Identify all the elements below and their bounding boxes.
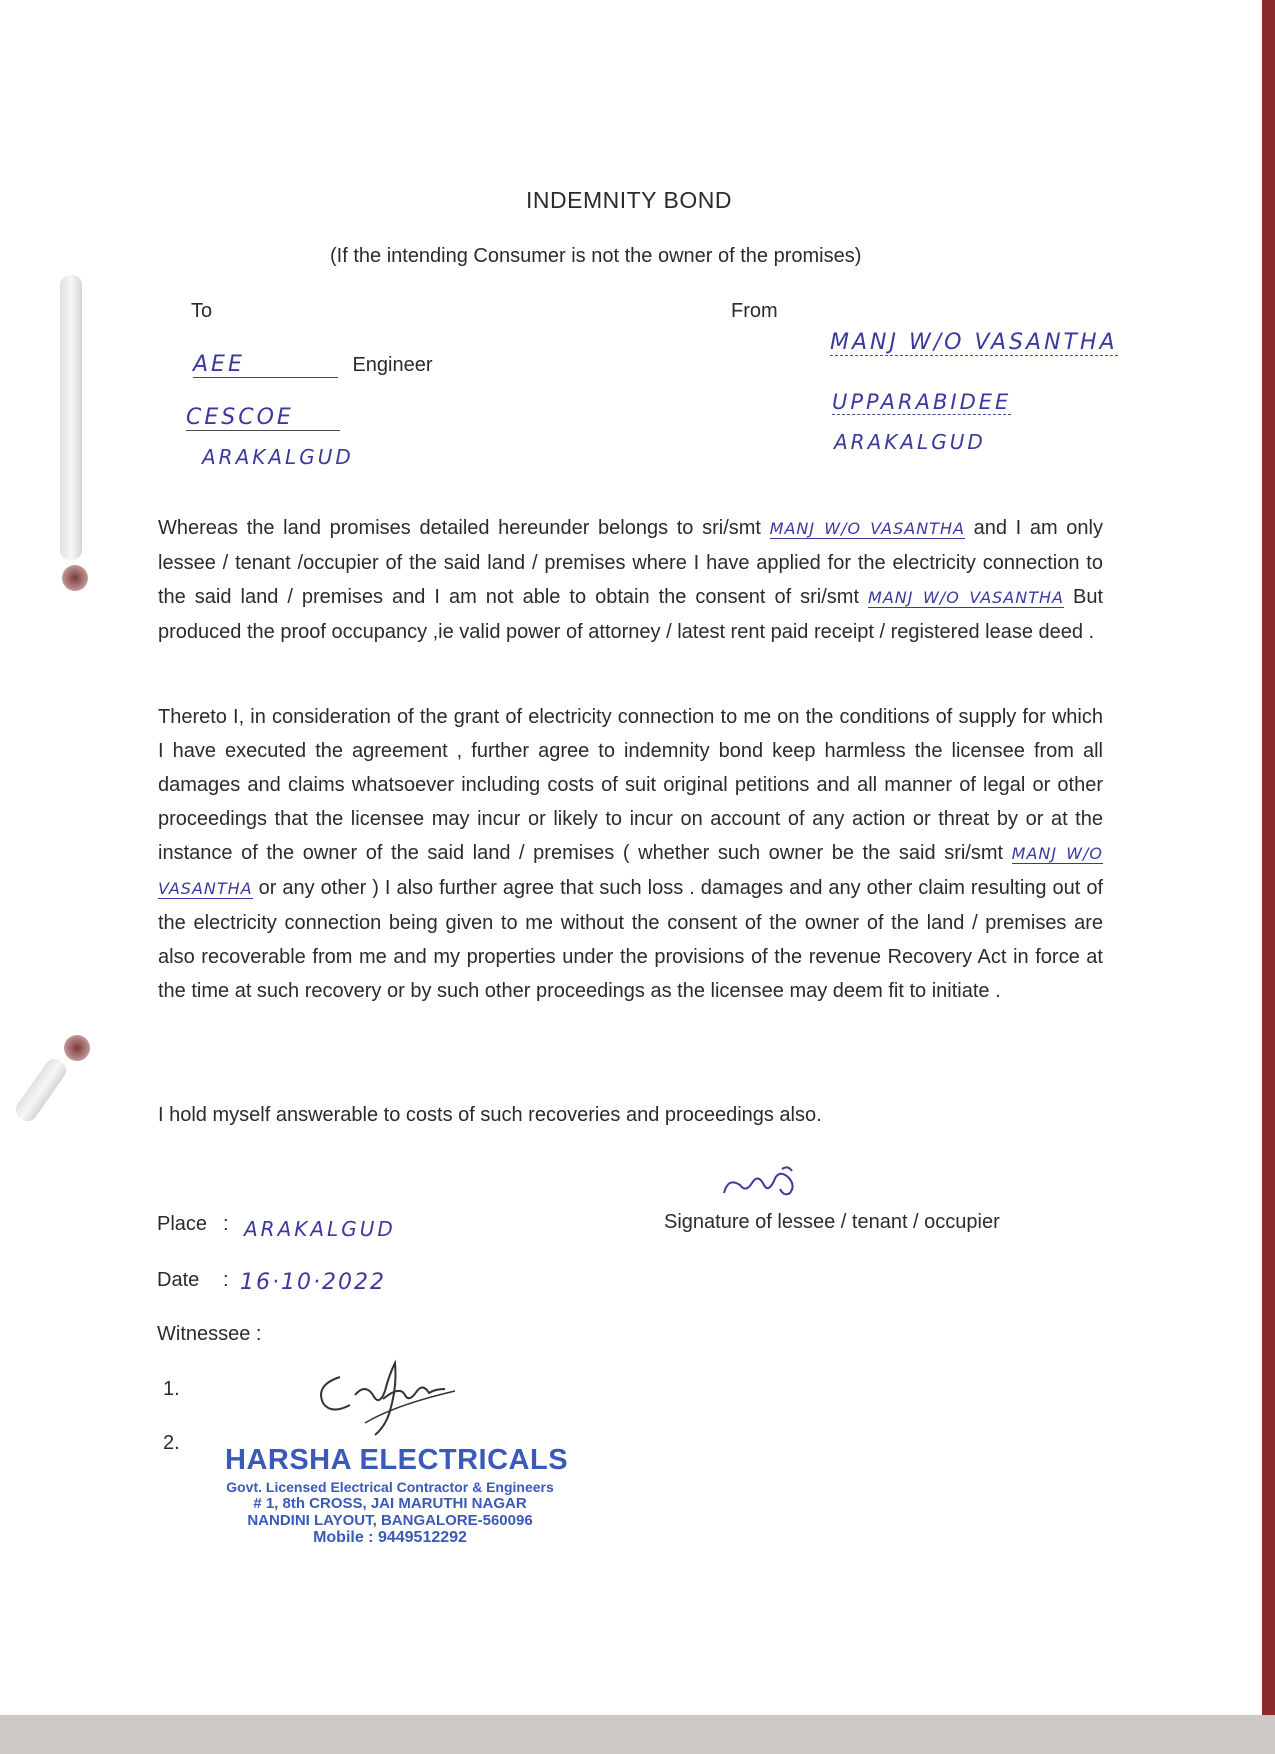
from-address: UPPARABIDEE (832, 390, 1012, 414)
punch-hole-bottom (64, 1035, 90, 1061)
witness-label-text: Witnessee (157, 1323, 251, 1345)
binding-string-lower (12, 1055, 70, 1125)
stamp-line-1: Govt. Licensed Electrical Contractor & Engineers (226, 1479, 554, 1495)
from-place: ARAKALGUD (834, 430, 986, 454)
stamp-line-2: # 1, 8th CROSS, JAI MARUTHI NAGAR (253, 1495, 527, 1512)
to-designation: AEE (193, 352, 338, 378)
to-office: CESCOE (186, 405, 340, 431)
document-subtitle: (If the intending Consumer is not the owner of the promises) (330, 245, 862, 267)
para1-text-1: Whereas the land promises detailed hereunder belongs to sri/smt (158, 517, 770, 539)
para1-text-2: and I am only lessee / tenant /occupier of the said land / premises where I have applied for the electricity connection to the said land / premises and I am not able to obtain the consent of sri/smt (158, 517, 1103, 608)
para2-owner: MANJ W/O VASANTHA (158, 844, 1104, 898)
place-value: ARAKALGUD (244, 1217, 396, 1241)
paragraph-2 (158, 700, 1103, 1008)
lessee-signature (718, 1163, 808, 1203)
document-title: INDEMNITY BOND (526, 187, 732, 213)
witness-1-number: 1. (163, 1378, 180, 1400)
from-name: MANJ W/O VASANTHA (830, 330, 1118, 355)
scan-bottom-margin (0, 1715, 1275, 1754)
para2-text-2: or any other ) I also further agree that such loss . damages and any other claim resulting out of the electricity connection being given to me without the consent of the owner of the land / premises are also recoverable from me and my properties under the provisions of the revenue Recovery Act in force at the time at such recovery or by such other proceedings as the licensee may deem fit to initiate . (158, 877, 1103, 1002)
date-value: 16·10·2022 (240, 1270, 386, 1295)
to-designation-suffix: Engineer (352, 354, 433, 376)
stamp-name: HARSHA ELECTRICALS (225, 1444, 569, 1476)
stamp-line-3: NANDINI LAYOUT, BANGALORE-560096 (247, 1512, 533, 1529)
punch-hole-top (62, 565, 88, 591)
contractor-stamp (225, 1444, 569, 1547)
witness-label: Witnessee : (157, 1323, 262, 1345)
place-label: Place (157, 1213, 208, 1235)
para2-text-1: Thereto I, in consideration of the grant of electricity connection to me on the conditions of supply for which I have executed the agreement , further agree to indemnity bond keep harmless the licensee from all damages and claims whatsoever including costs of suit original petitions and all manner of legal or other proceedings that the licensee may incur or likely to incur on account of any action or threat by or at the instance of the owner of the said land / premises ( whether such owner be the said sri/smt (158, 706, 1103, 864)
para1-owner-2: MANJ W/O VASANTHA (868, 588, 1064, 607)
stamp-line-4: Mobile : 9449512292 (313, 1529, 467, 1546)
signature-label: Signature of lessee / tenant / occupier (664, 1211, 1000, 1233)
place-colon: : (223, 1213, 229, 1235)
page-edge (1262, 0, 1275, 1754)
to-label: To (191, 300, 213, 322)
to-line-1 (193, 352, 433, 378)
date-label: Date (157, 1269, 200, 1291)
binding-string (60, 275, 82, 560)
para1-text-3: But produced the proof occupancy ,ie valid power of attorney / latest rent paid receipt / registered lease deed . (158, 586, 1103, 643)
paragraph-1 (158, 511, 1103, 649)
para1-owner-1: MANJ W/O VASANTHA (769, 519, 965, 538)
witness-signature (305, 1355, 465, 1445)
paragraph-3: I hold myself answerable to costs of such recoveries and proceedings also. (158, 1104, 822, 1126)
to-place: ARAKALGUD (202, 445, 354, 469)
witness-2-number: 2. (163, 1432, 180, 1454)
from-label: From (731, 300, 778, 322)
date-colon: : (223, 1269, 229, 1291)
